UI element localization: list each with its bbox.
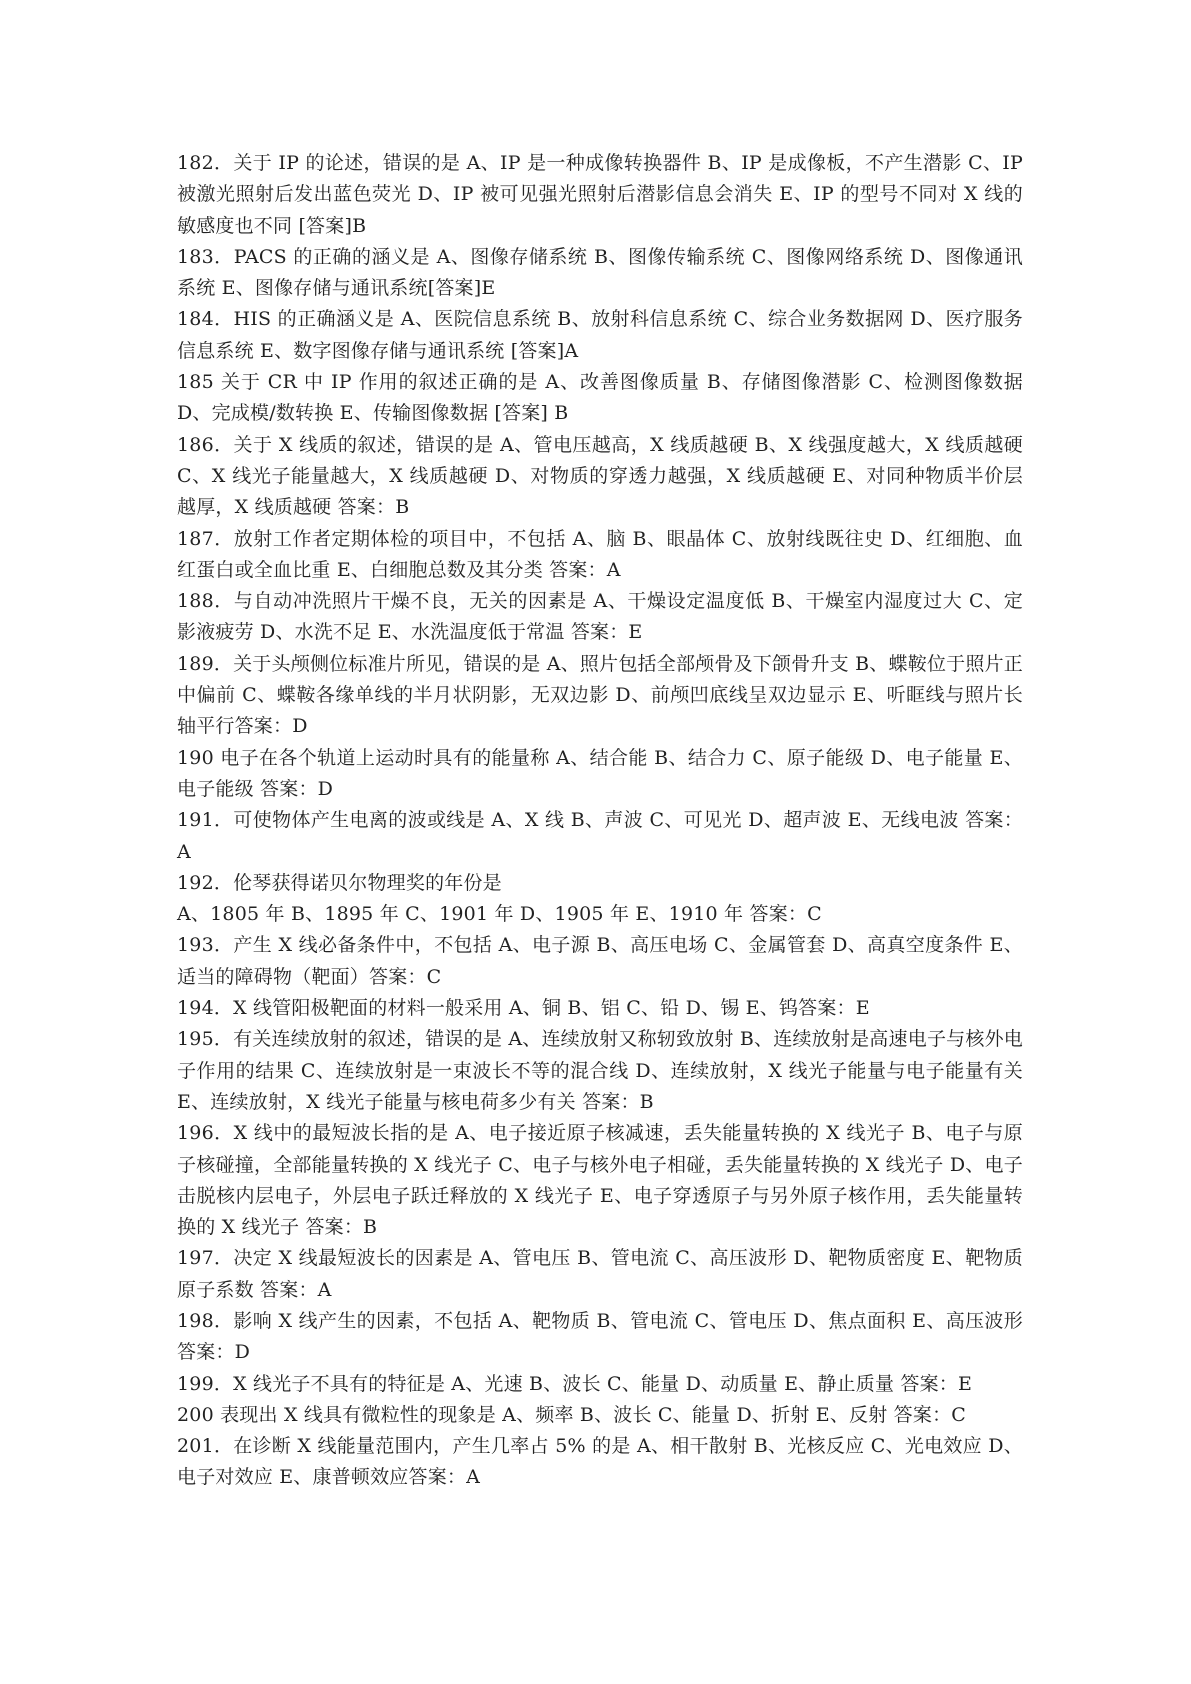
question-199: 199．X 线光子不具有的特征是 A、光速 B、波长 C、能量 D、动质量 E、静止质量 答案：E: [177, 1372, 973, 1395]
question-186: 186．关于 X 线质的叙述，错误的是 A、管电压越高，X 线质越硬 B、X 线强度越大，X 线质越硬 C、X 线光子能量越大，X 线质越硬 D、对物质的穿透力越强，X 线质越硬 E、对同种物质半价层越厚，X 线质越硬 答案：B: [177, 433, 1023, 519]
question-189: 189．关于头颅侧位标准片所见，错误的是 A、照片包括全部颅骨及下颌骨升支 B、蝶鞍位于照片正中偏前 C、蝶鞍各缘单线的半月状阴影，无双边影 D、前颅凹底线呈双边显示 E、听眶线与照片长轴平行答案：D: [177, 652, 1023, 738]
question-194: 194．X 线管阳极靶面的材料一般采用 A、铜 B、铝 C、铅 D、锡 E、钨答案：E: [177, 997, 870, 1020]
question-191: 191．可使物体产生电离的波或线是 A、X 线 B、声波 C、可见光 D、超声波 E、无线电波 答案：A: [177, 809, 1023, 863]
question-193: 193．产生 X 线必备条件中，不包括 A、电子源 B、高压电场 C、金属管套 D、高真空度条件 E、适当的障碍物（靶面）答案：C: [177, 934, 1023, 988]
question-184: 184．HIS 的正确涵义是 A、医院信息系统 B、放射科信息系统 C、综合业务数据网 D、医疗服务信息系统 E、数字图像存储与通讯系统 [答案]A: [177, 308, 1023, 362]
question-197: 197．决定 X 线最短波长的因素是 A、管电压 B、管电流 C、高压波形 D、靶物质密度 E、靶物质原子系数 答案：A: [177, 1247, 1023, 1301]
question-192: 192．伦琴获得诺贝尔物理奖的年份是: [177, 871, 502, 894]
question-185: 185 关于 CR 中 IP 作用的叙述正确的是 A、改善图像质量 B、存储图像潜影 C、检测图像数据 D、完成模/数转换 E、传输图像数据 [答案] B: [177, 371, 1023, 425]
question-195: 195．有关连续放射的叙述，错误的是 A、连续放射又称轫致放射 B、连续放射是高速电子与核外电子作用的结果 C、连续放射是一束波长不等的混合线 D、连续放射，X 线光子能量与电子能量有关 E、连续放射，X 线光子能量与核电荷多少有关 答案：B: [177, 1028, 1023, 1113]
question-190: 190 电子在各个轨道上运动时具有的能量称 A、结合能 B、结合力 C、原子能级 D、电子能量 E、电子能级 答案：D: [177, 746, 1023, 800]
question-201: 201．在诊断 X 线能量范围内，产生几率占 5% 的是 A、相干散射 B、光核反应 C、光电效应 D、电子对效应 E、康普顿效应答案：A: [177, 1435, 1023, 1489]
question-192-options: A、1805 年 B、1895 年 C、1901 年 D、1905 年 E、1910 年 答案：C: [177, 903, 822, 926]
question-187: 187．放射工作者定期体检的项目中，不包括 A、脑 B、眼晶体 C、放射线既往史 D、红细胞、血红蛋白或全血比重 E、白细胞总数及其分类 答案：A: [177, 527, 1023, 581]
question-200: 200 表现出 X 线具有微粒性的现象是 A、频率 B、波长 C、能量 D、折射 E、反射 答案：C: [177, 1403, 967, 1426]
question-198: 198．影响 X 线产生的因素，不包括 A、靶物质 B、管电流 C、管电压 D、焦点面积 E、高压波形 答案：D: [177, 1309, 1023, 1364]
question-196: 196．X 线中的最短波长指的是 A、电子接近原子核减速，丢失能量转换的 X 线光子 B、电子与原子核碰撞，全部能量转换的 X 线光子 C、电子与核外电子相碰，丢失能量转换的 X 线光子 D、电子击脱核内层电子，外层电子跃迁释放的 X 线光子 E、电子穿透原子与另外原子核作用，丢失能量转换的 X 线光子 答案：B: [177, 1122, 1023, 1239]
question-183: 183．PACS 的正确的涵义是 A、图像存储系统 B、图像传输系统 C、图像网络系统 D、图像通讯系统 E、图像存储与通讯系统[答案]E: [177, 245, 1023, 300]
question-182: 182．关于 IP 的论述，错误的是 A、IP 是一种成像转换器件 B、IP 是成像板，不产生潜影 C、IP 被激光照射后发出蓝色荧光 D、IP 被可见强光照射后潜影信息会消失 E、IP 的型号不同对 X 线的敏感度也不同 [答案]B: [177, 152, 1023, 237]
question-188: 188．与自动冲洗照片干燥不良，无关的因素是 A、干燥设定温度低 B、干燥室内湿度过大 C、定影液疲劳 D、水洗不足 E、水洗温度低于常温 答案：E: [177, 590, 1023, 644]
document-page: [177, 148, 1023, 1494]
